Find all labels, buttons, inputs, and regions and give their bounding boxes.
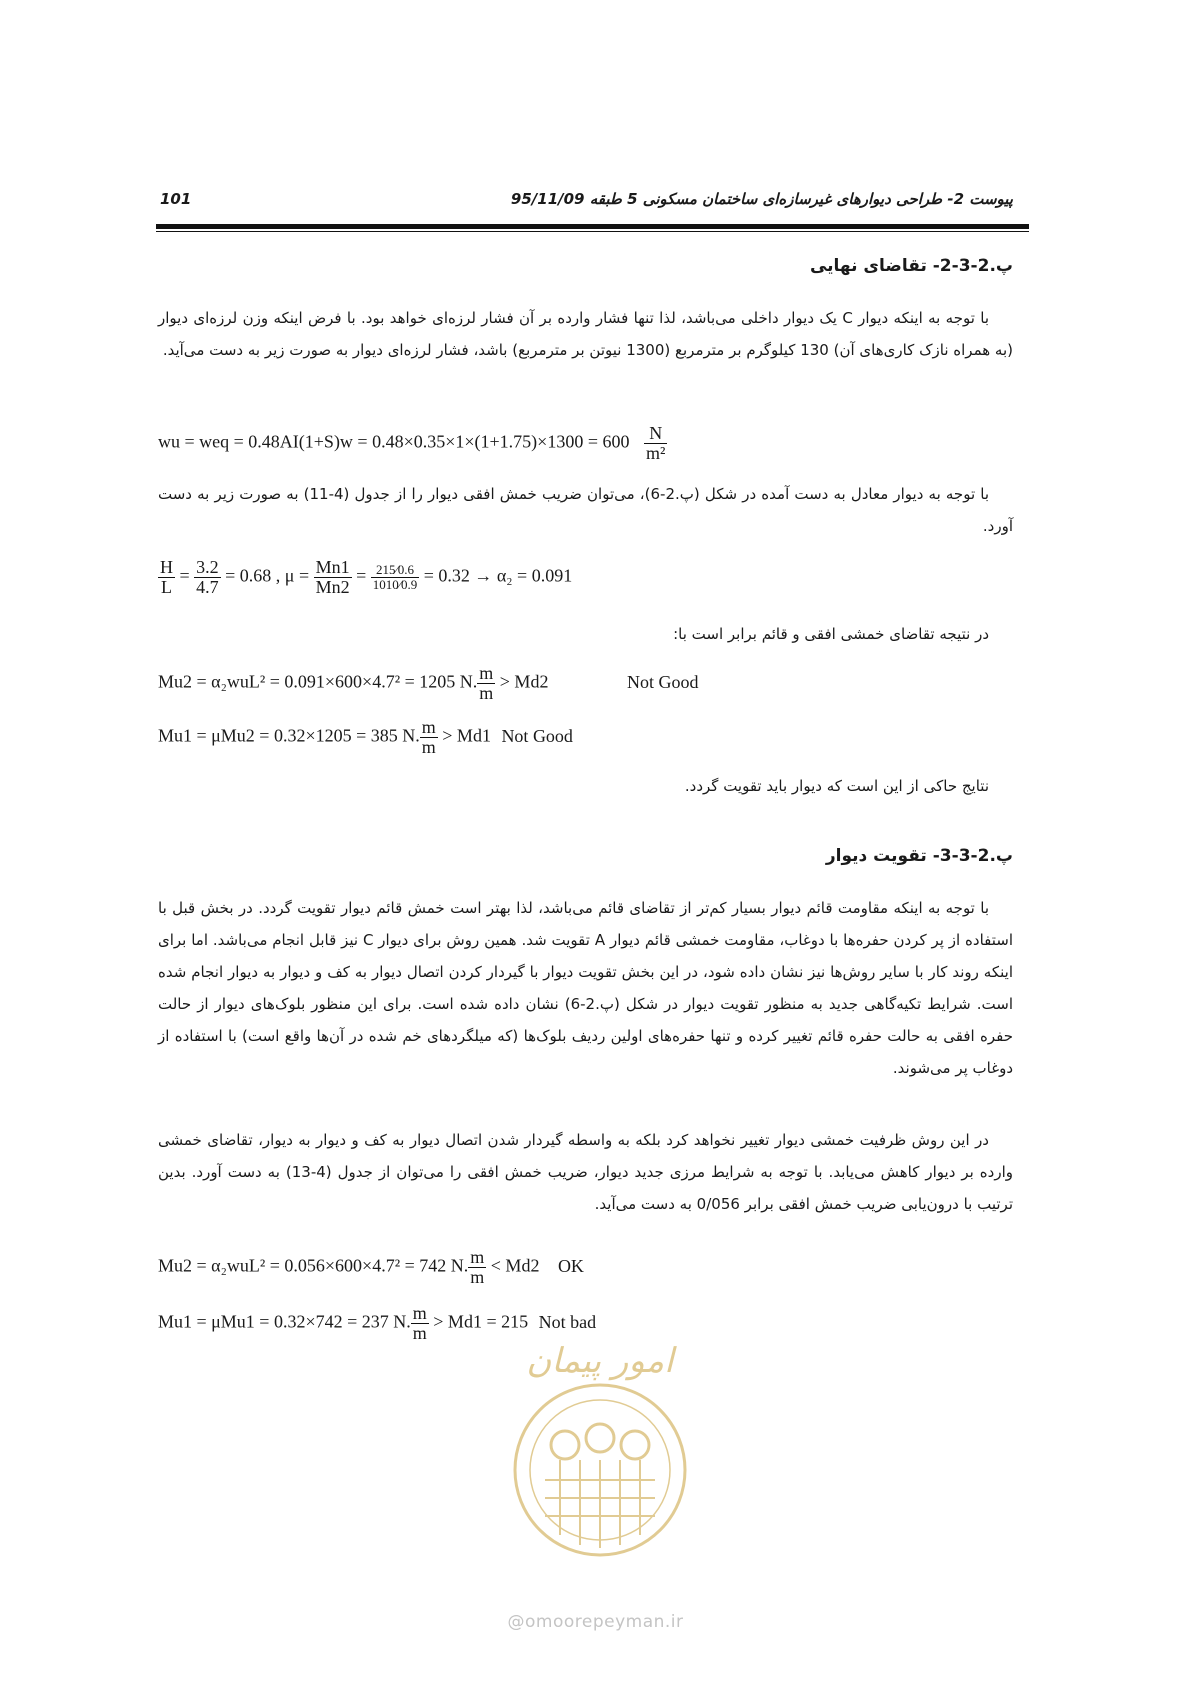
eq3-m-num: m [479,663,494,683]
header-title-text: پیوست 2- طراحی دیوارهای غیرسازه‌ای ساختمان مسکونی 5 طبقه [589,190,1013,208]
eq6-m-num: m [412,1303,427,1323]
eq3-tail: > Md2 [499,671,549,692]
paragraph-conclusion: نتایج حاکی از این است که دیوار باید تقویت گردد. [684,777,989,795]
header-date: 95/11/09 [510,190,585,208]
header-rule-thick [156,224,1029,229]
eq5-note: OK [557,1255,584,1276]
eq6-note: Not bad [538,1311,597,1332]
eq6-text: Mu1 = μMu1 = 0.32×742 = 237 N. [158,1311,411,1332]
eq2-value-fraction [194,558,221,597]
paragraph-demand-intro: در نتیجه تقاضای خمشی افقی و قائم برابر است با: [673,625,989,643]
eq2-hl-fraction [158,558,175,597]
eq2-1010: 1010⁄0.9 [372,576,418,592]
equation-mu2-new [158,1248,584,1287]
eq4-tail: > Md1 [442,725,491,746]
eq4-m-den: m [421,736,436,757]
eq2-mn2: Mn2 [315,576,350,597]
eq3-m-den: m [479,682,494,703]
eq3-text: Mu2 = α₂wuL² = 0.091×600×4.7² = 1205 N. [158,671,478,692]
equation-mu2 [158,664,548,703]
eq2-num: 3.2 [196,557,219,577]
eq6-unit-fraction [411,1304,429,1343]
equation-seismic-pressure [158,424,667,463]
eq5-text: Mu2 = α₂wuL² = 0.056×600×4.7² = 742 N. [158,1255,469,1276]
eq1-unit-den: m² [645,442,666,463]
stamp-graphic [470,1320,730,1580]
paragraph-strengthening-method: با توجه به اینکه مقاومت قائم دیوار بسیار کم‌تر از تقاضای قائم می‌باشد، لذا بهتر است خمش قائم دیوار تقویت گردد. در بخش قبل با استفاده از پر کردن حفره‌ها با دوغاب، مقاومت خمشی قائم دیوار A تقویت شد. همین روش برای دیوار C نیز قابل انجام می‌باشد. اما برای اینکه روند کار با سایر روش‌ها نیز نشان داده شود، در این بخش تقویت دیوار با گیردار کردن اتصال دیوار به کف و دیوار به دیوار انجام شده است. شرایط تکیه‌گاهی جدید به منظور تقویت دیوار در شکل (پ.2-6) نشان داده شده است. برای این منظور بلوک‌های دیوار از حالت حفره افقی به حالت حفره قائم تغییر کرده و تنها حفره‌های اولین ردیف بلوک‌ها (که میلگردهای خم شده در آن‌ها واقع است) با استفاده از دوغاب پر می‌شوند. [158,899,1013,1077]
eq4-note: Not Good [501,725,573,746]
page-number: 101 [160,190,192,208]
stamp-text: امور پیمان [526,1341,674,1381]
section-heading-wall-strengthening: پ.2-3-3- تقویت دیوار [825,846,1013,866]
watermark-stamp-logo [470,1320,730,1580]
equation-ratio-mu: $\frac{H}{L}$ = $\frac{3.2}{4.7}$ = 0.68 , μ = $\frac{Mn1}{Mn2}$ = $\frac{215⁄0.6}{1010⁄0.9}$ = 0.32 → α₂ = 0.091 [160,557,573,597]
page-header-title [501,190,1013,208]
paragraph-equivalent-wall: با توجه به دیوار معادل به دست آمده در شکل (پ.2-6)، می‌توان ضریب خمش افقی دیوار را از جدول (4-11) به صورت زیر به دست آورد. [158,485,1013,535]
eq4-unit-fraction [420,718,438,757]
eq1-unit-num: N [644,424,667,444]
eq2-mn1: Mn1 [315,557,350,577]
paragraph-seismic-weight: با توجه به اینکه دیوار C یک دیوار داخلی می‌باشد، لذا تنها فشار وارده بر آن فشار لرزه‌ای خواهد بود. با فرض اینکه وزن لرزه‌ای دیوار (به همراه نازک کاری‌های آن) 130 کیلوگرم بر مترمربع (1300 نیوتن بر مترمربع) باشد، فشار لرزه‌ای دیوار به صورت زیر به دست می‌آید. [158,309,1013,359]
eq5-tail: < Md2 [490,1255,540,1276]
eq1-text: wu = weq = 0.48AI(1+S)w = 0.48×0.35×1×(1+1.75)×1300 = 600 [158,431,630,452]
eq3-note: Not Good [627,672,699,692]
eq2-rest2: = 0.32 → α₂ = 0.091 [423,565,573,586]
section-heading-final-demand: پ.2-3-2- تقاضای نهایی [809,256,1013,276]
equation-mu1 [158,718,573,757]
watermark-site: @omoorepeyman.ir [507,1612,684,1632]
eq1-unit-fraction [644,424,667,463]
eq5-m-den: m [470,1266,485,1287]
eq4-m-num: m [421,717,436,737]
eq6-tail: > Md1 = 215 [433,1311,529,1332]
eq2-ratio-fraction [371,563,419,591]
eq2-rest1: = 0.68 , μ = [225,565,310,586]
eq2-den: 4.7 [196,576,219,597]
eq2-h: H [160,557,173,577]
eq4-text: Mu1 = μMu2 = 0.32×1205 = 385 N. [158,725,420,746]
paragraph-new-boundary: در این روش ظرفیت خمشی دیوار تغییر نخواهد کرد بلکه به واسطه گیردار شدن اتصال دیوار به کف و دیوار به دیوار، تقاضای خمشی وارده بر دیوار کاهش می‌یابد. با توجه به شرایط مرزی جدید دیوار، ضریب خمش افقی را می‌توان از جدول (4-13) به دست آورد. بدین ترتیب با درون‌یابی ضریب خمش افقی برابر 0/056 به دست می‌آید. [158,1131,1013,1213]
eq3-unit-fraction [477,664,495,703]
eq2-mn-fraction [314,558,352,597]
eq2-l: L [161,576,172,597]
eq2-215: 215⁄0.6 [371,563,419,578]
header-rule-thin [156,231,1029,232]
eq5-unit-fraction [468,1248,486,1287]
eq5-m-num: m [470,1247,485,1267]
eq6-m-den: m [412,1322,427,1343]
